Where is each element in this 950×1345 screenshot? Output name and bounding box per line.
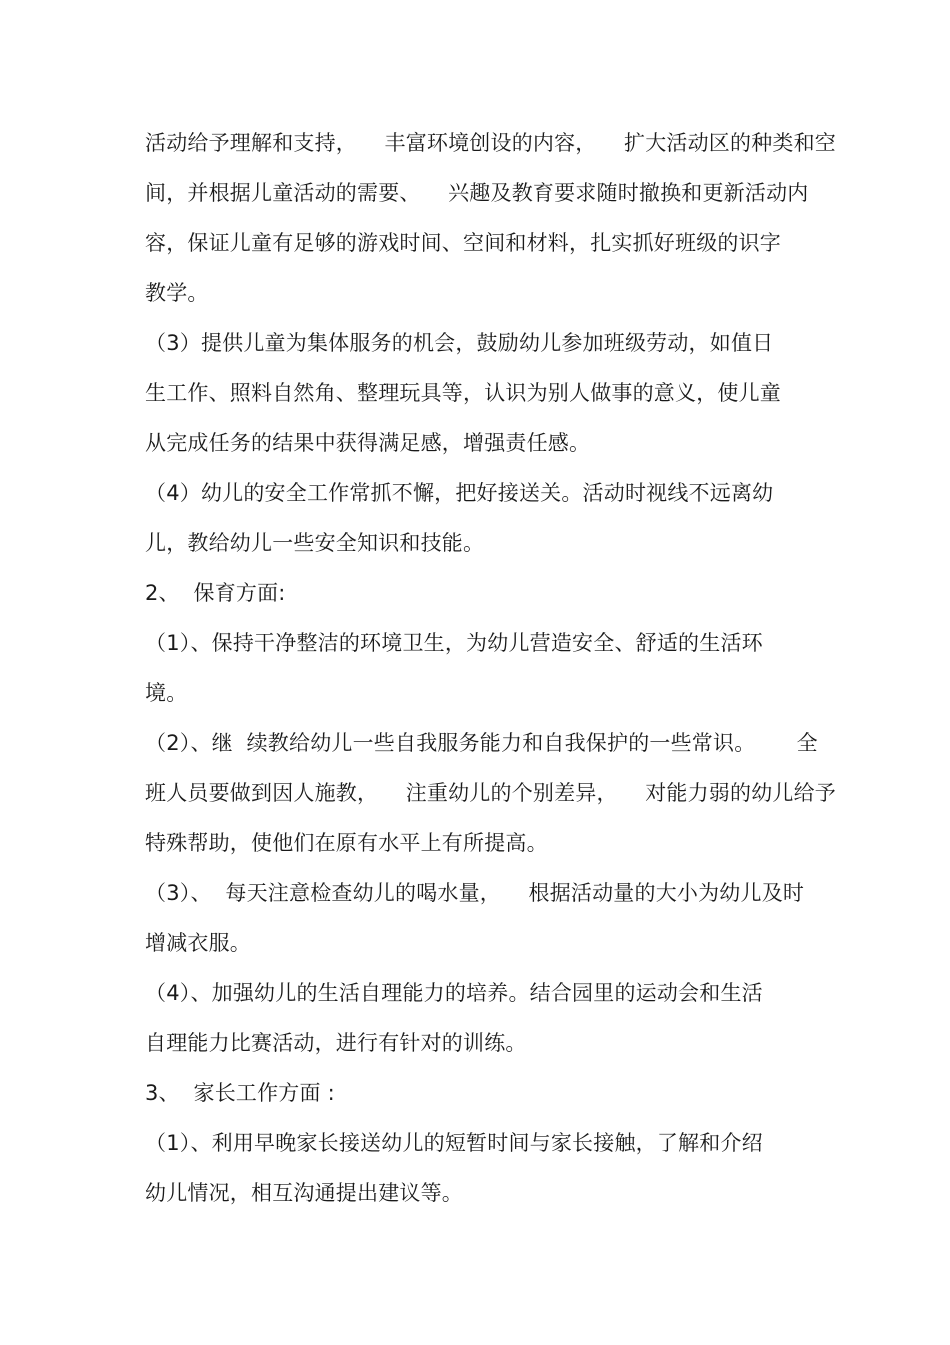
list-item-3: （3）提供儿童为集体服务的机会，鼓励幼儿参加班级劳动，如值日: [145, 331, 774, 355]
text-line: 班人员要做到因人施教， 注重幼儿的个别差异， 对能力弱的幼儿给予: [145, 781, 836, 805]
text-line: 教学。: [145, 281, 209, 305]
list-item-4: （4）幼儿的安全工作常抓不懈，把好接送关。活动时视线不远离幼: [145, 481, 774, 505]
text-line: 容，保证儿童有足够的游戏时间、空间和材料，扎实抓好班级的识字: [145, 231, 781, 255]
list-item-4: （4）、加强幼儿的生活自理能力的培养。结合园里的运动会和生活: [145, 981, 763, 1005]
list-item-1: （1）、利用早晚家长接送幼儿的短暂时间与家长接触，了解和介绍: [145, 1131, 763, 1155]
text-line: 幼儿情况，相互沟通提出建议等。: [145, 1181, 463, 1205]
section-heading-care: 2、 保育方面:: [145, 581, 286, 605]
text-line: 增减衣服。: [145, 931, 251, 955]
text-line: 儿，教给幼儿一些安全知识和技能。: [145, 531, 485, 555]
text-line: 特殊帮助，使他们在原有水平上有所提高。: [145, 831, 548, 855]
list-item-3: （3）、 每天注意检查幼儿的喝水量， 根据活动量的大小为幼儿及时: [145, 881, 805, 905]
text-line: 活动给予理解和支持， 丰富环境创设的内容， 扩大活动区的种类和空: [145, 131, 836, 155]
text-line: 间，并根据儿童活动的需要、 兴趣及教育要求随时撤换和更新活动内: [145, 181, 809, 205]
text-line: 境。: [145, 681, 188, 705]
list-item-2: （2）、继 续教给幼儿一些自我服务能力和自我保护的一些常识。 全: [145, 731, 818, 755]
text-line: 生工作、照料自然角、整理玩具等，认识为别人做事的意义，使儿童: [145, 381, 781, 405]
section-heading-parents: 3、 家长工作方面 :: [145, 1081, 335, 1105]
text-line: 自理能力比赛活动，进行有针对的训练。: [145, 1031, 527, 1055]
text-line: 从完成任务的结果中获得满足感，增强责任感。: [145, 431, 591, 455]
list-item-1: （1）、保持干净整洁的环境卫生，为幼儿营造安全、舒适的生活环: [145, 631, 763, 655]
